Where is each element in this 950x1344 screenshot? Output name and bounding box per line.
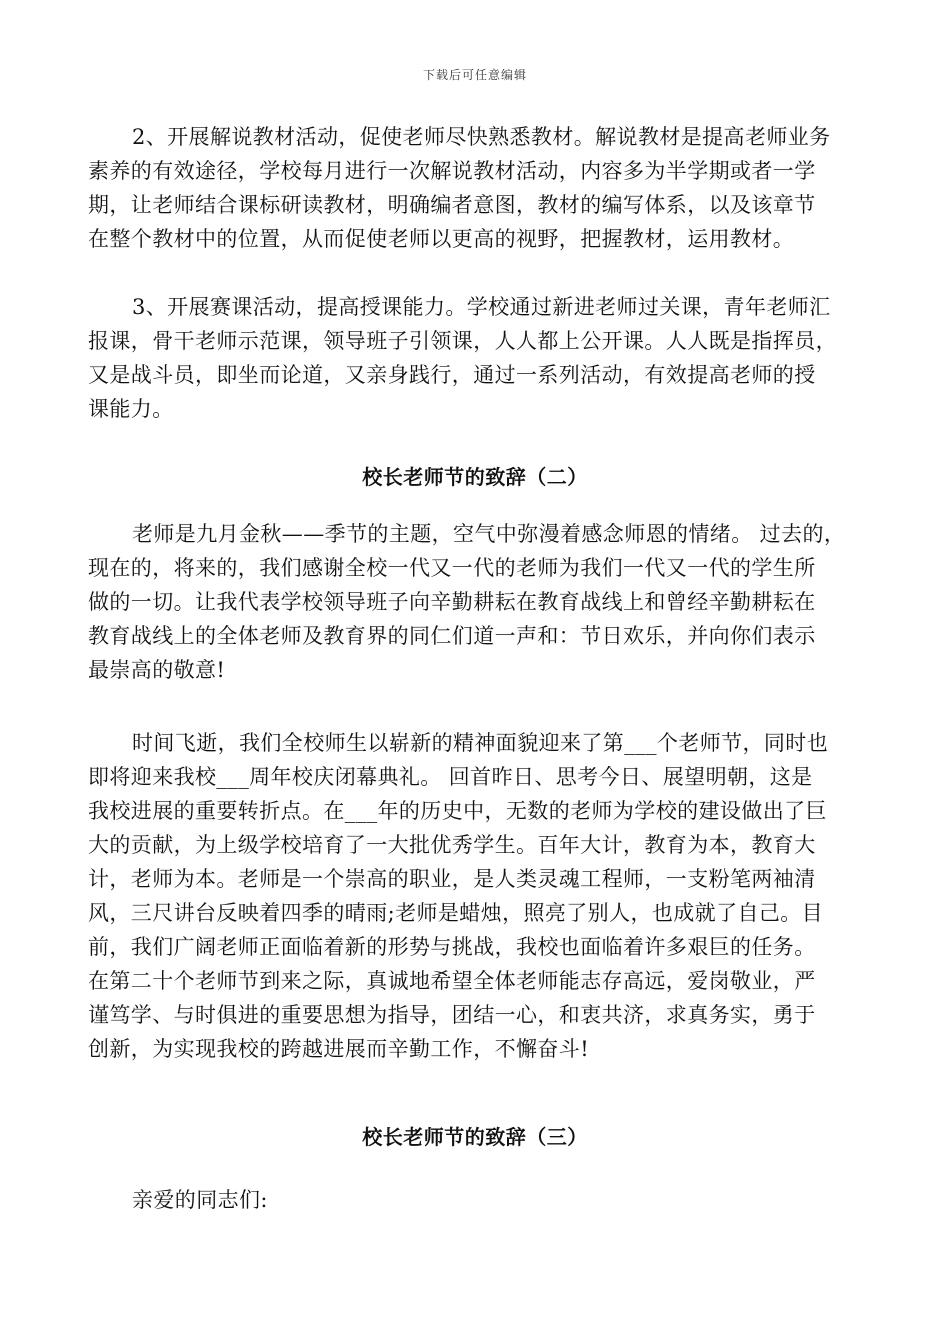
page-header-note: 下载后可任意编辑 <box>422 68 527 82</box>
text-line: 老师是九月金秋——季节的主题，空气中弥漫着感念师恩的情绪。 过去的， <box>132 522 846 546</box>
text-line: 我校进展的重要转折点。在___年的历史中，无数的老师为学校的建设做出了巨 <box>88 799 827 823</box>
text-line: 时间飞逝，我们全校师生以崭新的精神面貌迎来了第___个老师节，同时也 <box>132 731 829 755</box>
text-line: 做的一切。让我代表学校领导班子向辛勤耕耘在教育战线上和曾经辛勤耕耘在 <box>88 590 816 614</box>
section-heading-2: 校长老师节的致辞（二） <box>362 465 588 489</box>
text-line: 现在的，将来的，我们感谢全校一代又一代的老师为我们一代又一代的学生所 <box>88 556 816 580</box>
text-line: 3、开展赛课活动，提高授课能力。学校通过新进老师过关课，青年老师汇 <box>132 295 831 319</box>
text-line: 即将迎来我校___周年校庆闭幕典礼。 回首昨日、思考今日、展望明朝，这是 <box>88 765 813 789</box>
text-line: 最崇高的敬意! <box>88 658 226 682</box>
text-line: 期，让老师结合课标研读教材，明确编者意图，教材的编写体系，以及该章节 <box>88 193 816 217</box>
text-line: 大的贡献，为上级学校培育了一大批优秀学生。百年大计，教育为本，教育大 <box>88 833 816 857</box>
text-line: 在第二十个老师节到来之际，真诚地希望全体老师能志存高远，爱岗敬业，严 <box>88 969 816 993</box>
text-line: 课能力。 <box>88 397 174 421</box>
text-line: 素养的有效途径，学校每月进行一次解说教材活动，内容多为半学期或者一学 <box>88 159 816 183</box>
text-line: 报课，骨干老师示范课，领导班子引领课，人人都上公开课。人人既是指挥员， <box>88 329 837 353</box>
text-line: 2、开展解说教材活动，促使老师尽快熟悉教材。解说教材是提高老师业务 <box>132 125 831 149</box>
text-line: 亲爱的同志们: <box>132 1188 268 1212</box>
text-line: 谨笃学、与时俱进的重要思想为指导，团结一心，和衷共济，求真务实，勇于 <box>88 1003 816 1027</box>
paragraph-teaching-contest <box>88 290 868 426</box>
section-heading-3: 校长老师节的致辞（三） <box>362 1125 588 1149</box>
paragraph-explain-textbook <box>88 120 868 256</box>
paragraph-salutation <box>88 1183 868 1217</box>
text-line: 教育战线上的全体老师及教育界的同仁们道一声和：节日欢乐，并向你们表示 <box>88 624 816 648</box>
text-line: 创新，为实现我校的跨越进展而辛勤工作，不懈奋斗! <box>88 1037 590 1061</box>
text-line: 前，我们广阔老师正面临着新的形势与挑战，我校也面临着许多艰巨的任务。 <box>88 935 816 959</box>
text-line: 风，三尺讲台反映着四季的晴雨;老师是蜡烛，照亮了别人，也成就了自己。目 <box>88 901 824 925</box>
text-line: 计，老师为本。老师是一个崇高的职业，是人类灵魂工程师，一支粉笔两袖清 <box>88 867 816 891</box>
text-line: 在整个教材中的位置，从而促使老师以更高的视野，把握教材，运用教材。 <box>88 227 795 251</box>
text-line: 又是战斗员，即坐而论道，又亲身践行，通过一系列活动，有效提高老师的授 <box>88 363 816 387</box>
paragraph-school-anniversary <box>88 726 868 1066</box>
paragraph-teachers-day-greeting <box>88 517 868 687</box>
